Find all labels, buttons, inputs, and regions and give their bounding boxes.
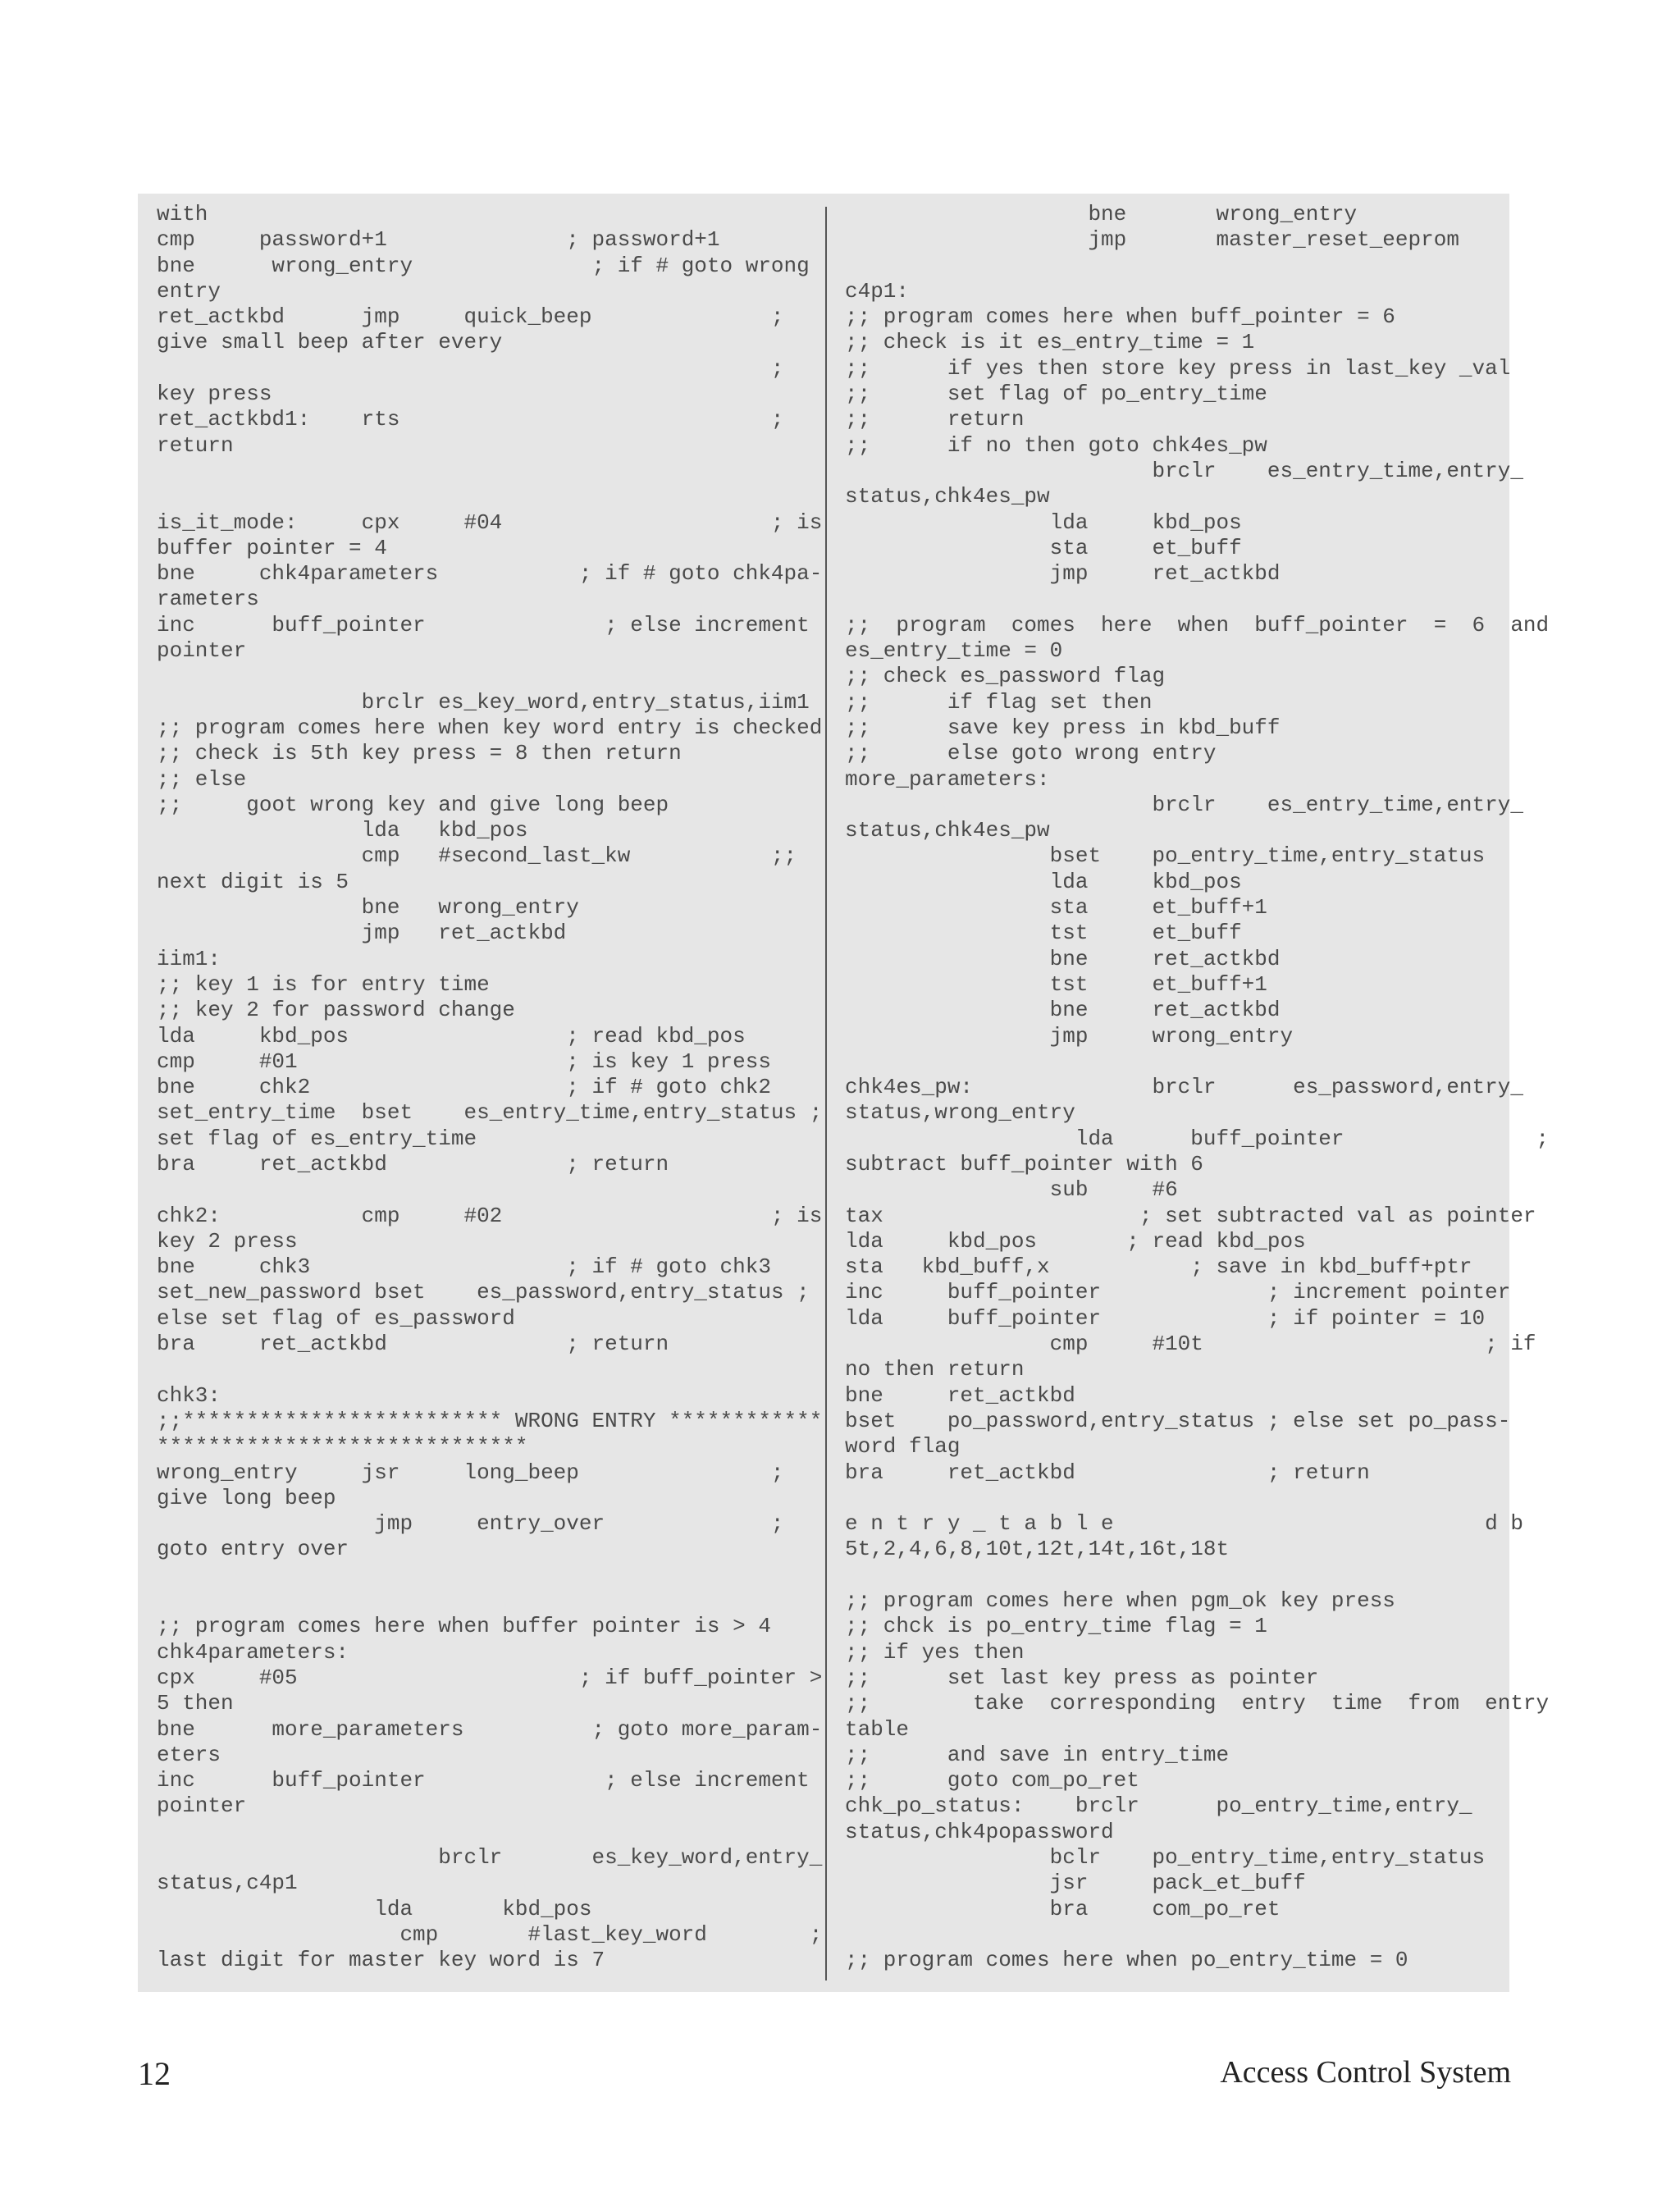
page-number: 12: [138, 2055, 171, 2092]
running-footer-title: Access Control System: [1220, 2055, 1511, 2090]
code-column-left: with cmp password+1 ; password+1 bne wrong_entry ; if # goto wrong entry ret_actkbd jmp quick_beep ; give small beep after every ; key press ret_actkbd1: rts ; return is_it_mode: cpx #04 ; is buffer pointer = 4 bne chk4parameters ; if # goto chk4pa- rameters inc buff_pointer ; else increment pointer brclr es_key_word,entry_status,iim1 ;; program comes here when key word entry is checked ;; check is 5th key press = 8 then return ;; else ;; goot wrong key and give long beep lda kbd_pos cmp #second_last_kw ;; next digit is 5 bne wrong_entry jmp ret_actkbd iim1: ;; key 1 is for entry time ;; key 2 for password change lda kbd_pos ; read kbd_pos cmp #01 ; is key 1 press bne chk2 ; if # goto chk2 set_entry_time bset es_entry_time,entry_status ; set flag of es_entry_time bra ret_actkbd ; return chk2: cmp #02 ; is key 2 press bne chk3 ; if # goto chk3 set_new_password bset es_password,entry_status ; else set flag of es_password bra ret_actkbd ; return chk3: ;;************************* WRONG ENTRY ************ ***************************** wrong_entry jsr long_beep ; give long beep jmp entry_over ; goto entry over ;; program comes here when buffer pointer is > 4 chk4parameters: cpx #05 ; if buff_pointer > 5 then bne more_parameters ; goto more_param- eters inc buff_pointer ; else increment pointer brclr es_key_word,entry_ status,c4p1 lda kbd_pos cmp #last_key_word ; last digit for master key word is 7: [157, 202, 823, 1973]
code-listing-box: [138, 194, 1550, 1992]
column-divider: [825, 207, 827, 1980]
code-column-right: bne wrong_entry jmp master_reset_eeprom c4p1: ;; program comes here when buff_pointer = 6 ;; check is it es_entry_time = 1 ;; if yes then store key press in last_key _val ;; set flag of po_entry_time ;; return ;; if no then goto chk4es_pw brclr es_entry_time,entry_ status,chk4es_pw lda kbd_pos sta et_buff jmp ret_actkbd ;; program comes here when buff_pointer = 6 and es_entry_time = 0 ;; check es_password flag ;; if flag set then ;; save key press in kbd_buff ;; else goto wrong entry more_parameters: brclr es_entry_time,entry_ status,chk4es_pw bset po_entry_time,entry_status lda kbd_pos sta et_buff+1 tst et_buff bne ret_actkbd tst et_buff+1 bne ret_actkbd jmp wrong_entry chk4es_pw: brclr es_password,entry_ status,wrong_entry lda buff_pointer ; subtract buff_pointer with 6 sub #6 tax ; set subtracted val as pointer lda kbd_pos ; read kbd_pos sta kbd_buff,x ; save in kbd_buff+ptr inc buff_pointer ; increment pointer lda buff_pointer ; if pointer = 10 cmp #10t ; if no then return bne ret_actkbd bset po_password,entry_status ; else set po_pass- word flag bra ret_actkbd ; return e n t r y _ t a b l e d b 5t,2,4,6,8,10t,12t,14t,16t,18t ;; program comes here when pgm_ok key press ;; chck is po_entry_time flag = 1 ;; if yes then ;; set last key press as pointer ;; take corresponding entry time from entry table ;; and save in entry_time ;; goto com_po_ret chk_po_status: brclr po_entry_time,entry_ status,chk4popassword bclr po_entry_time,entry_status jsr pack_et_buff bra com_po_ret ;; program comes here when po_entry_time = 0: [845, 202, 1550, 1973]
